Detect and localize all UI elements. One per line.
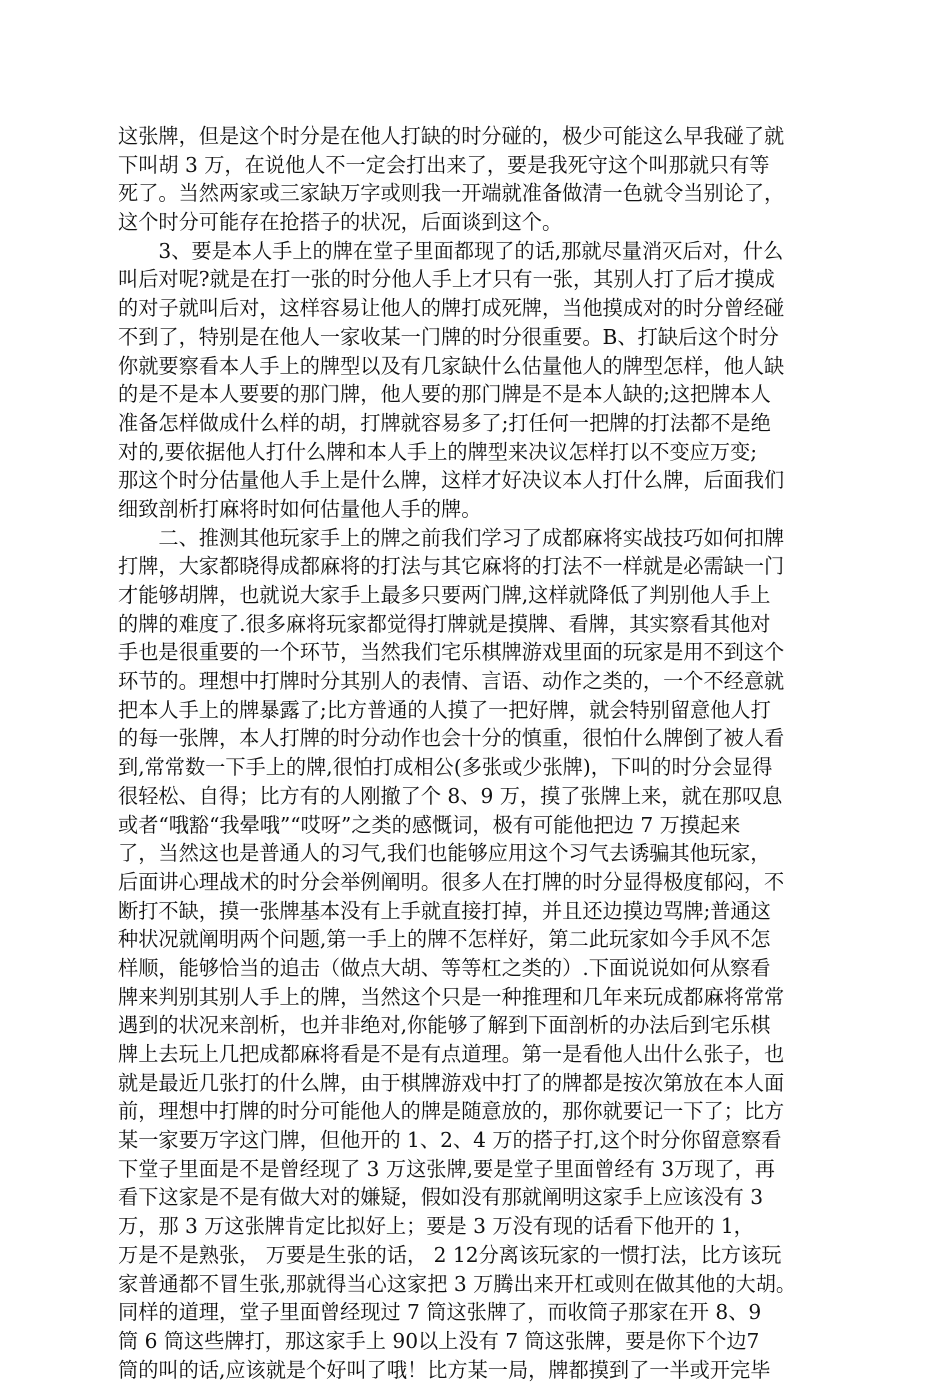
text-line: 下叫胡 3 万，在说他人不一定会打出来了，要是我死守这个叫那就只有等 [118,152,770,177]
text-line: 遇到的状况来剖析，也并非绝对,你能够了解到下面剖析的办法后到宅乐棋 [118,1013,771,1038]
text-line: 看下这家是不是有做大对的嫌疑，假如没有那就阐明这家手上应该没有 3 [118,1185,764,1210]
text-line: 才能够胡牌，也就说大家手上最多只要两门牌,这样就降低了判别他人手上 [118,583,771,607]
text-line: 环节的。理想中打牌时分其别人的表情、言语、动作之类的，一个不经意就 [118,669,785,694]
text-line: 的是不是本人要要的那门牌，他人要的那门牌是不是本人缺的;这把牌本人 [118,382,771,407]
text-line: 下堂子里面是不是曾经现了 3 万这张牌,要是堂子里面曾经有 3万现了，再 [118,1156,775,1181]
text-line: 样顺，能够恰当的追击（做点大胡、等等杠之类的）.下面说说如何从察看 [118,955,771,980]
text-line: 的牌的难度了.很多麻将玩家都觉得打牌就是摸牌、看牌，其实察看其他对 [118,611,771,636]
text-line: 到,常常数一下手上的牌,很怕打成相公(多张或少张牌)，下叫的时分会显得 [118,755,773,780]
text-line: 就是最近几张打的什么牌，由于棋牌游戏中打了的牌都是按次第放在本人面 [118,1070,785,1095]
text-line: 打牌，大家都晓得成都麻将的打法与其它麻将的打法不一样就是必需缺一门 [118,554,785,579]
text-line: 不到了，特别是在他人一家收某一门牌的时分很重要。B、打缺后这个时分 [118,324,779,349]
text-line: 或者“哦豁“我晕哦”“哎呀”之类的感慨词，极有可能他把边 7 万摸起来 [118,812,741,837]
text-line: 筒的叫的话,应该就是个好叫了哦！比方某一局，牌都摸到了一半或开完毕 [118,1357,771,1382]
text-line: 牌上去玩上几把成都麻将看是不是有点道理。第一是看他人出什么张子，也 [118,1042,785,1066]
text-line: 了，当然这也是普通人的习气,我们也能够应用这个习气去诱骗其他玩家， [118,841,771,866]
text-line: 同样的道理，堂子里面曾经现过 7 筒这张牌了，而收筒子那家在开 8、9 [118,1300,762,1325]
text-line: 万是不是熟张， 万要是生张的话， 2 12分离该玩家的一惯打法，比方该玩 [118,1242,782,1267]
text-line: 很轻松、自得；比方有的人刚撤了个 8、9 万，摸了张牌上来，就在那叹息 [118,783,783,808]
text-line: 3、要是本人手上的牌在堂子里面都现了的话,那就尽量消灭后对，什么 [118,238,784,263]
text-line: 家普通都不冒生张,那就得当心这家把 3 万腾出来开杠或则在做其他的大胡。 [118,1271,797,1296]
text-line: 这张牌，但是这个时分是在他人打缺的时分碰的，极少可能这么早我碰了就 [118,124,785,148]
text-line: 二、推测其他玩家手上的牌之前我们学习了成都麻将实战技巧如何扣牌 [118,525,785,550]
text-line: 的每一张牌，本人打牌的时分动作也会十分的慎重，很怕什么牌倒了被人看 [118,726,785,751]
text-line: 叫后对呢?就是在打一张的时分他人手上才只有一张，其别人打了后才摸成 [118,267,775,292]
text-line: 万，那 3 万这张牌肯定比拟好上；要是 3 万没有现的话看下他开的 1， [118,1214,754,1239]
text-line: 你就要察看本人手上的牌型以及有几家缺什么估量他人的牌型怎样，他人缺 [118,353,785,378]
text-line: 死了。当然两家或三家缺万字或则我一开端就准备做清一色就令当别论了， [118,181,785,206]
text-line: 准备怎样做成什么样的胡，打牌就容易多了;打任何一把牌的打法都不是绝 [118,410,771,435]
text-line: 某一家要万字这门牌，但他开的 1、2、4 万的搭子打,这个时分你留意察看 [118,1128,782,1153]
text-line: 牌来判别其别人手上的牌，当然这个只是一种推理和几年来玩成都麻将常常 [118,984,785,1009]
text-line: 对的,要依据他人打什么牌和本人手上的牌型来决议怎样打以不变应万变; [118,439,758,464]
text-line: 那这个时分估量他人手上是什么牌，这样才好决议本人打什么牌，后面我们 [118,468,785,493]
text-line: 把本人手上的牌暴露了;比方普通的人摸了一把好牌，就会特别留意他人打 [118,697,771,722]
text-line: 这个时分可能存在抢搭子的状况，后面谈到这个。 [118,210,563,235]
document-body [118,122,846,1384]
text-line: 后面讲心理战术的时分会举例阐明。很多人在打牌的时分显得极度郁闷，不 [118,869,785,894]
text-line: 筒 6 筒这些牌打，那这家手上 90以上没有 7 筒这张牌，要是你下个边7 [118,1328,760,1353]
text-line: 断打不缺，摸一张牌基本没有上手就直接打掉，并且还边摸边骂牌;普通这 [118,898,771,923]
text-line: 前，理想中打牌的时分可能他人的牌是随意放的，那你就要记一下了；比方 [118,1099,785,1124]
text-line: 的对子就叫后对，这样容易让他人的牌打成死牌，当他摸成对的时分曾经碰 [118,296,785,321]
text-line: 种状况就阐明两个问题,第一手上的牌不怎样好，第二此玩家如今手风不怎 [118,927,771,952]
text-line: 细致剖析打麻将时如何估量他人手的牌。 [118,496,482,521]
text-line: 手也是很重要的一个环节，当然我们宅乐棋牌游戏里面的玩家是用不到这个 [118,640,785,665]
